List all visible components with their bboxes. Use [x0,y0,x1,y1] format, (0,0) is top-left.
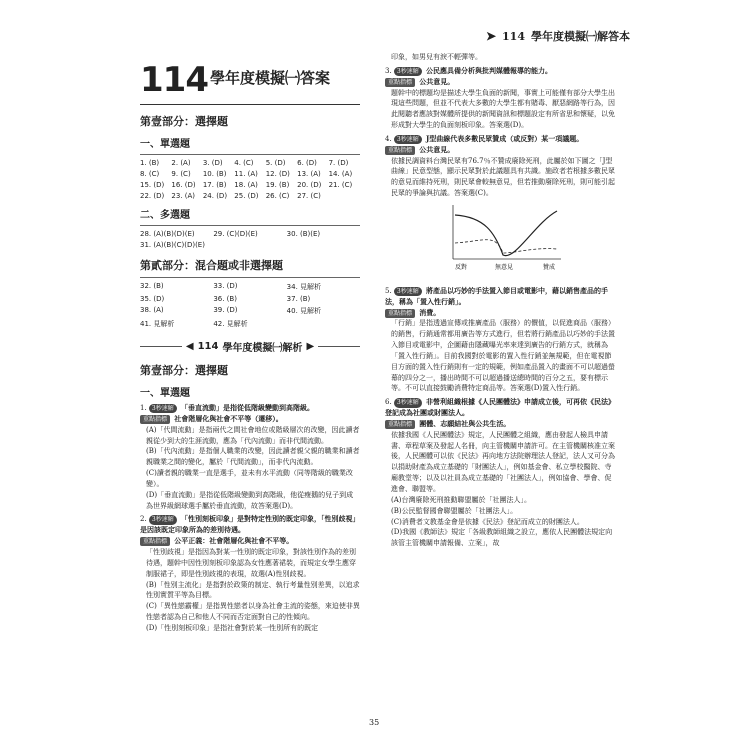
answer-item: 19. (B) [265,181,290,189]
fast-tag: 3秒速解 [394,287,422,296]
answer-item: 4. (C) [234,159,254,167]
key-text: 公共意見。 [419,144,455,154]
question-number: 1. [140,404,147,412]
answer-item: 36. (B) [213,295,237,303]
key-tag: 重點指標 [140,537,170,546]
title-text: 學年度模擬㈠答案 [209,69,330,87]
answer-item: 25. (D) [234,192,259,200]
answer-item: 32. (B) [140,282,164,290]
running-head [486,28,630,44]
title-rule [140,104,360,105]
question-4 [385,134,615,283]
question-number: 2. [140,515,147,524]
key-tag: 重點指標 [140,415,170,424]
fast-text: 將產品以巧妙的手法置入節目或電影中，藉以銷售產品的手法，稱為「置入性行銷」。 [385,285,608,306]
analysis-banner [140,339,360,354]
answer-item: 2. (A) [171,159,191,167]
answer-item: 8. (C) [140,170,160,178]
key-tag: 重點指標 [385,146,415,155]
fast-text: J型曲線代表多數民眾贊成（或反對）某一項議題。 [425,133,584,143]
fast-text: 「垂直流動」是指從低階級變動到高階級。 [180,403,314,412]
question-1 [140,403,360,511]
triangle-right-icon: ▶ [306,341,315,352]
answer-item: 22. (D) [140,192,165,200]
answer-item: 31. (A)(B)(C)(D)(E) [140,241,205,249]
key-text: 公平正義：社會階層化與社會不平等。 [174,536,294,546]
dashed-curve [455,240,557,253]
key-text: 團體、志願結社與公共生活。 [419,418,511,428]
key-text: 社會階層化與社會不平等（遷移）。 [174,413,283,423]
answer-item: 14. (A) [328,170,353,178]
answer-item: 29. (C)(D)(E) [213,230,258,238]
question-2 [140,514,360,633]
answers-single-title: 一、單選題 [140,139,190,150]
answer-item: 26. (C) [265,192,290,200]
triangle-left-icon: ◀ [185,341,194,352]
title-number: 114 [140,60,208,100]
fast-text: 「性別刻板印象」是對特定性別的既定印象，「性別歧視」是因該既定印象所為的差別待遇。 [140,514,360,535]
body: 依據我國《人民團體法》規定，人民團體之組織，應由發起人檢具申請書、章程草案及發起人名冊，向主管機關申請許可。在主管機關核准立案後，人民團體可以依《民法》再向地方法院辦理法人登記，法人又可分為以捐助財產為成立基礎的「財團法人」，例如基金會、私立學校醫院、寺廟教堂等；以及以社員為成立基礎的「社團法人」，例如協會、學會、促進會、聯盟等。 [391,430,615,493]
option: 「性別歧視」是指因為對某一性別的既定印象，對該性別作為的差別待遇，題幹中因性別刻板印象認為女性應著裙裝，而規定女學生應穿制服裙子，即是性別歧視的表現，故選(A)性別歧視。 [146,547,356,578]
page-number: 35 [369,718,380,727]
continuation-text: 印象，如男兒有淚不輕彈等。 [391,53,482,61]
option: (D)「性別刻板印象」是指社會對於某一性別所有的既定 [146,623,319,632]
x-label-neutral: 無意見 [495,263,514,271]
question-number: 4. [385,134,392,143]
running-head-text: 學年度模擬㈠解答本 [531,30,630,43]
option: (B)公民監督國會聯盟屬於「社團法人」。 [391,506,518,515]
answers-part2-title: 第貳部分：混合題或非選擇題 [140,259,283,272]
fast-tag: 3秒速解 [149,515,177,524]
divider [140,346,182,347]
question-number: 5. [385,286,392,295]
answer-item: 41. 見解析 [140,320,175,328]
answer-item: 21. (C) [328,181,353,189]
answer-item: 1. (B) [140,159,160,167]
answer-item: 16. (D) [171,181,196,189]
fast-text: 公民應具備分析與批判媒體報導的能力。 [425,65,552,75]
fast-tag: 3秒速解 [394,135,422,144]
solid-curve [455,211,557,256]
question-5 [385,286,615,394]
multi-answers [140,230,360,249]
option: (A)台灣廢除死刑推動聯盟屬於「社團法人」。 [391,495,532,504]
answer-item: 17. (B) [202,181,227,189]
answer-item: 10. (B) [202,170,227,178]
mixed-answers [140,282,360,329]
analysis-part1-title: 第壹部分：選擇題 [140,364,228,377]
divider [140,154,360,155]
answer-item: 34. 見解析 [286,283,322,291]
answers-multi-title: 二、多選題 [140,210,190,221]
analysis-single-title: 一、單選題 [140,388,190,399]
answer-item: 38. (A) [140,306,164,314]
divider [140,277,360,278]
question-number: 3. [385,66,392,75]
x-label-oppose: 反對 [455,263,468,271]
answer-item: 40. 見解析 [286,307,322,315]
question-number: 6. [385,398,392,407]
key-tag: 重點指標 [385,420,415,429]
key-tag: 重點指標 [385,309,415,318]
j-curve-chart [445,203,565,273]
answer-item: 37. (B) [286,295,311,303]
page-title [140,60,360,100]
answers-part1-title: 第壹部分：選擇題 [140,115,228,128]
option: (A)「代間流動」是指兩代之間社會地位或階級層次的改變，因此讀者親從少到大的生涯流動，應為「代內流動」而非代間流動。 [146,425,360,445]
answer-item: 33. (D) [213,282,238,290]
running-head-number: 114 [502,29,525,43]
banner-number: 114 [197,341,219,352]
key-tag: 重點指標 [385,78,415,87]
question-3 [385,66,615,131]
option: (B)「性別主流化」是指對於政策的制定、執行考量性別差異，以追求性別實質平等為目標。 [146,580,360,600]
right-column [385,52,615,552]
body: 「行銷」是指透過宣傳或推廣產品（服務）的價值，以促進商品（服務）的銷售，行銷通常都用廣告等方式進行，但若將行銷產品以巧妙的手法置入節目或電影中，企圖藉由隱藏曝光率來達到廣告的行銷方式，就稱為「置入性行銷」。目前我國對於電影的置入性行銷並無規範，但在電視節目方面的置入性行銷則有一定的規範，例如產品置入的畫面不可以超過螢幕的四分之一，播出時間不可以超過播送總時間的百分之五，要有標示等。不可以直接鼓勵消費特定商品等。答案選(D)置入性行銷。 [391,319,615,393]
arrow-icon: ➤ [485,29,497,43]
answer-item: 23. (A) [171,192,196,200]
banner-text: 學年度模擬㈠解析 [222,343,303,354]
single-answers [140,159,360,200]
key-text: 消費。 [419,307,441,317]
answer-item: 18. (A) [234,181,258,189]
option: (C)「異性戀霸權」是指異性戀者以身為社會主流的姿態，來迫使非異性戀者認為自己和他人不同而否定面對自己的性傾向。 [146,602,360,622]
option: (C)讀者親的職業一直是選手，並未有水平流動（同等階級的職業改變）。 [146,469,353,488]
option: (C)消費者文教基金會是依據《民法》登記而成立的財團法人。 [391,517,584,526]
fast-text: 非營利組織根據《人民團體法》申請成立後，可再依《民法》登記成為社團或財團法人。 [385,397,615,418]
body: 依據民調資料台灣民眾有76.7％不贊成廢除死刑，此屬於如下圖之「J型曲線」民意型態，顯示民眾對於此議題具有共識。施政者若根據多數民眾的意見而維持死刑，則民眾會較無意見，但若推動廢除死刑，則可能引起民眾的爭論與抗議。答案選(C)。 [391,156,615,198]
answer-item: 5. (D) [265,159,286,167]
fast-tag: 3秒速解 [394,398,422,407]
fast-tag: 3秒速解 [149,404,177,413]
option: (B)「代內流動」是指個人職業的改變，因此讀者親父親的職業和讀者親職業之間的變化，屬於「代間流動」，而非代內流動。 [146,447,360,467]
answer-item: 42. 見解析 [213,320,248,328]
option: (D)「垂直流動」是指從低階級變動到高階級，他從瘦鵝的兒子到成為世界級網球選手屬於垂直流動，故答案選(D)。 [146,490,354,510]
answer-item: 30. (B)(E) [286,230,321,238]
answer-item: 24. (D) [202,192,228,200]
answer-item: 3. (D) [202,159,223,167]
divider [318,346,360,347]
answer-item: 28. (A)(B)(D)(E) [140,230,195,238]
divider [140,225,360,226]
answer-item: 9. (C) [171,170,191,178]
answer-item: 27. (C) [297,192,321,200]
left-column [140,60,360,637]
answer-item: 15. (D) [140,181,165,189]
answer-item: 7. (D) [328,159,349,167]
answer-item: 35. (D) [140,295,165,303]
key-text: 公共意見。 [419,76,455,86]
answer-item: 13. (A) [297,170,321,178]
answer-item: 39. (D) [213,306,238,314]
answer-item: 11. (A) [234,170,258,178]
answer-item: 6. (D) [297,159,317,167]
fast-tag: 3秒速解 [394,67,422,76]
option: (D)我國《教師法》規定「各級教師組織之設立，應依人民團體法規定向該管主管機關申請報備、立案」，故 [391,528,613,548]
answer-item: 20. (D) [297,181,322,189]
question-6 [385,397,615,549]
x-label-favor: 贊成 [543,263,556,271]
answer-item: 12. (D) [265,170,290,178]
body: 題幹中的標題均是描述大學生負面的新聞，事實上可能僅有部分大學生出現這些問題，但並不代表大多數的大學生都有賭毒、厭惡網路等行為，因此閱聽者應該對媒體所提供的新聞資訊和標題設定有所省思和懷疑，以免形成對大學生的負面刻板印象。答案選(D)。 [391,88,615,130]
